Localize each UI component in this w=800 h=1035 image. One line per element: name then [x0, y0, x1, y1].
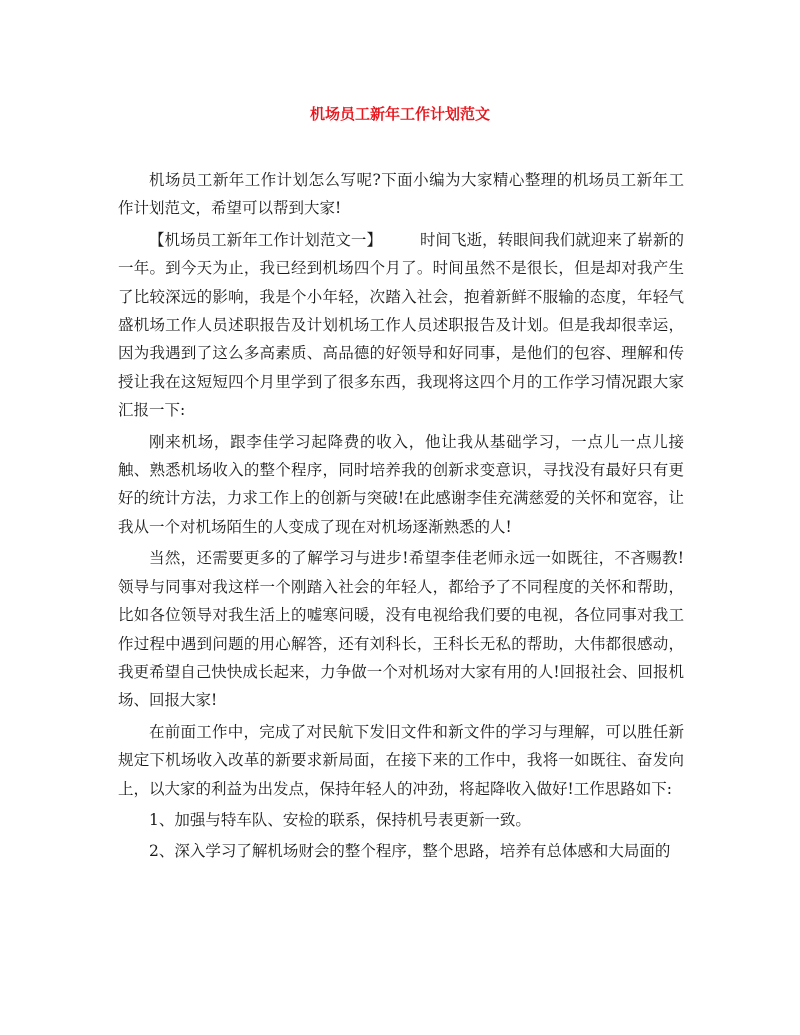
section-first-paragraph: 时间飞逝，转眼间我们就迎来了崭新的一年。到今天为止，我已经到机场四个月了。时间虽然不是很长，但是却对我产生了比较深远的影响，我是个小年轻，次踏入社会，抱着新鲜不服输的态度，年轻气盛机场工作人员述职报告及计划机场工作人员述职报告及计划。但是我却很幸运，因为我遇到了这么多高素质、高品德的好领导和好同事，是他们的包容、理解和传授让我在这短短四个月里学到了很多东西，我现将这四个月的工作学习情况跟大家汇报一下:	[118, 230, 684, 420]
section-heading: 【机场员工新年工作计划范文一】	[149, 230, 382, 249]
body-paragraph-2: 刚来机场，跟李佳学习起降费的收入，他让我从基础学习，一点儿一点儿接触、熟悉机场收入的整个程序，同时培养我的创新求变意识，寻找没有最好只有更好的统计方法，力求工作上的创新与突破!在此感谢李佳充满慈爱的关怀和宽容，让我从一个对机场陌生的人变成了现在对机场逐渐熟悉的人!	[118, 432, 684, 536]
list-item-1: 1、加强与特车队、安检的联系，保持机号表更新一致。	[149, 810, 531, 829]
body-paragraph-4: 在前面工作中，完成了对民航下发旧文件和新文件的学习与理解，可以胜任新规定下机场收入改革的新要求新局面，在接下来的工作中，我将一如既往、奋发向上，以大家的利益为出发点，保持年轻人的冲劲，将起降收入做好!工作思路如下:	[118, 722, 684, 798]
document-body	[118, 166, 684, 869]
body-paragraph-3: 当然，还需要更多的了解学习与进步!希望李佳老师永远一如既往，不吝赐教!领导与同事对我这样一个刚踏入社会的年轻人，都给予了不同程度的关怀和帮助，比如各位领导对我生活上的嘘寒问暖，没有电视给我们要的电视，各位同事对我工作过程中遇到问题的用心解答，还有刘科长，王科长无私的帮助，大伟都很感动，我更希望自己快快成长起来，力争做一个对机场对大家有用的人!回报社会、回报机场、回报大家!	[118, 549, 684, 710]
intro-paragraph: 机场员工新年工作计划怎么写呢?下面小编为大家精心整理的机场员工新年工作计划范文，希望可以帮到大家!	[118, 171, 684, 218]
list-item-2: 2、深入学习了解机场财会的整个程序，整个思路，培养有总体感和大局面的	[149, 842, 671, 861]
document-title: 机场员工新年工作计划范文	[309, 105, 490, 123]
section-paragraph	[118, 226, 684, 425]
